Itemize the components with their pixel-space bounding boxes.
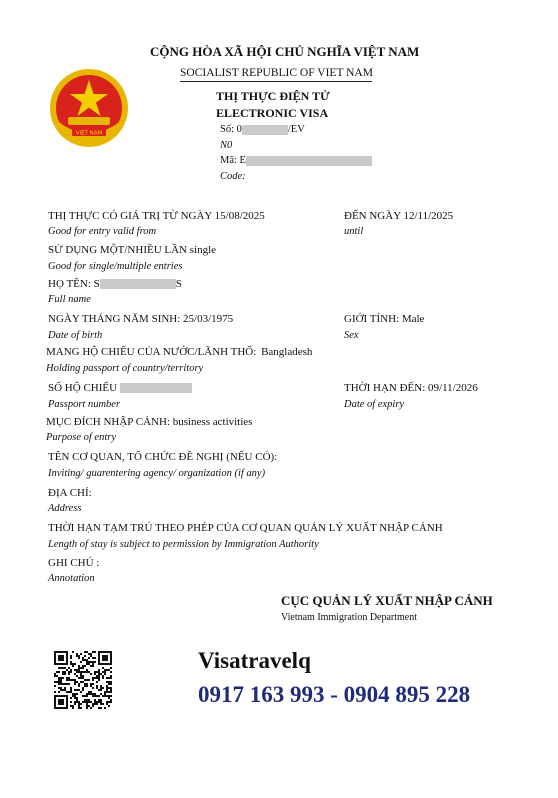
country-title-vn: CỘNG HÒA XÃ HỘI CHỦ NGHĨA VIỆT NAM	[150, 44, 420, 59]
entries-en: Good for single/multiple entries	[48, 261, 183, 272]
nationality-en: Holding passport of country/territory	[46, 363, 204, 374]
nationality-value: Bangladesh	[261, 346, 313, 358]
full-name-field	[48, 278, 182, 290]
brand-name: Visatravelq	[198, 648, 311, 673]
passport-label: SỐ HỘ CHIẾU	[48, 382, 118, 394]
redacted-block	[100, 279, 176, 289]
expiry-en: Date of expiry	[344, 399, 405, 410]
visa-number-prefix: Số: 0	[220, 124, 242, 135]
stay-en: Length of stay is subject to permission by Immigration Authority	[48, 539, 319, 550]
emblem-ribbon-text: VIỆT NAM	[75, 130, 103, 137]
doc-title-vn: THỊ THỰC ĐIỆN TỬ	[216, 89, 330, 103]
dob-label: NGÀY THÁNG NĂM SINH: 25/03/1975	[48, 313, 234, 325]
redacted-block	[242, 125, 288, 135]
visa-code	[220, 155, 372, 166]
visa-code-en: Code:	[220, 171, 246, 182]
country-title-en: SOCIALIST REPUBLIC OF VIET NAM	[180, 67, 373, 79]
address-en: Address	[48, 503, 82, 514]
visa-number-en: N0	[220, 140, 233, 151]
sex-label: GIỚI TÍNH: Male	[344, 313, 425, 325]
agency-en: Inviting/ guarentering agency/ organization (if any)	[48, 468, 266, 479]
header-rule	[180, 81, 372, 82]
note-en: Annotation	[48, 573, 95, 584]
valid-from-label: THỊ THỰC CÓ GIÁ TRỊ TỪ NGÀY 15/08/2025	[48, 210, 265, 222]
qr-code	[54, 651, 112, 709]
redacted-block	[246, 156, 372, 166]
authority-name-vn: CỤC QUẢN LÝ XUẤT NHẬP CẢNH	[281, 593, 493, 608]
doc-title-en: ELECTRONIC VISA	[216, 106, 329, 120]
passport-en: Passport number	[48, 399, 121, 410]
valid-from-en: Good for entry valid from	[48, 226, 157, 237]
until-label: ĐẾN NGÀY 12/11/2025	[344, 210, 454, 222]
authority-name-en: Vietnam Immigration Department	[281, 612, 418, 623]
note-label: GHI CHÚ :	[48, 557, 100, 569]
visa-number	[220, 124, 305, 135]
entries-label: SỬ DỤNG MỘT/NHIỀU LẦN single	[48, 244, 217, 256]
full-name-label: HỌ TÊN: S	[48, 278, 100, 290]
visa-number-suffix: /EV	[287, 124, 305, 135]
national-emblem	[46, 68, 132, 150]
purpose-en: Purpose of entry	[46, 432, 116, 443]
full-name-suffix: S	[175, 278, 182, 290]
passport-field	[48, 382, 192, 394]
hotline-numbers: 0917 163 993 - 0904 895 228	[198, 682, 471, 707]
purpose-label: MỤC ĐÍCH NHẬP CẢNH: business activities	[46, 416, 253, 428]
nationality-label: MANG HỘ CHIẾU CỦA NƯỚC/LÃNH THỔ:	[46, 346, 257, 358]
address-label: ĐỊA CHỈ:	[48, 487, 92, 499]
stay-label: THỜI HẠN TẠM TRÚ THEO PHÉP CỦA CƠ QUAN QUẢN LÝ XUẤT NHẬP CẢNH	[48, 522, 443, 534]
visa-code-prefix: Mã: E	[220, 155, 246, 166]
dob-en: Date of birth	[48, 330, 103, 341]
until-en: until	[344, 226, 364, 237]
redacted-block	[120, 383, 192, 393]
full-name-en: Full name	[48, 294, 91, 305]
nationality-field	[46, 346, 312, 358]
sex-en: Sex	[344, 330, 359, 341]
agency-label: TÊN CƠ QUAN, TỔ CHỨC ĐỀ NGHỊ (NẾU CÓ):	[48, 451, 278, 463]
expiry-label: THỜI HẠN ĐẾN: 09/11/2026	[344, 382, 478, 394]
